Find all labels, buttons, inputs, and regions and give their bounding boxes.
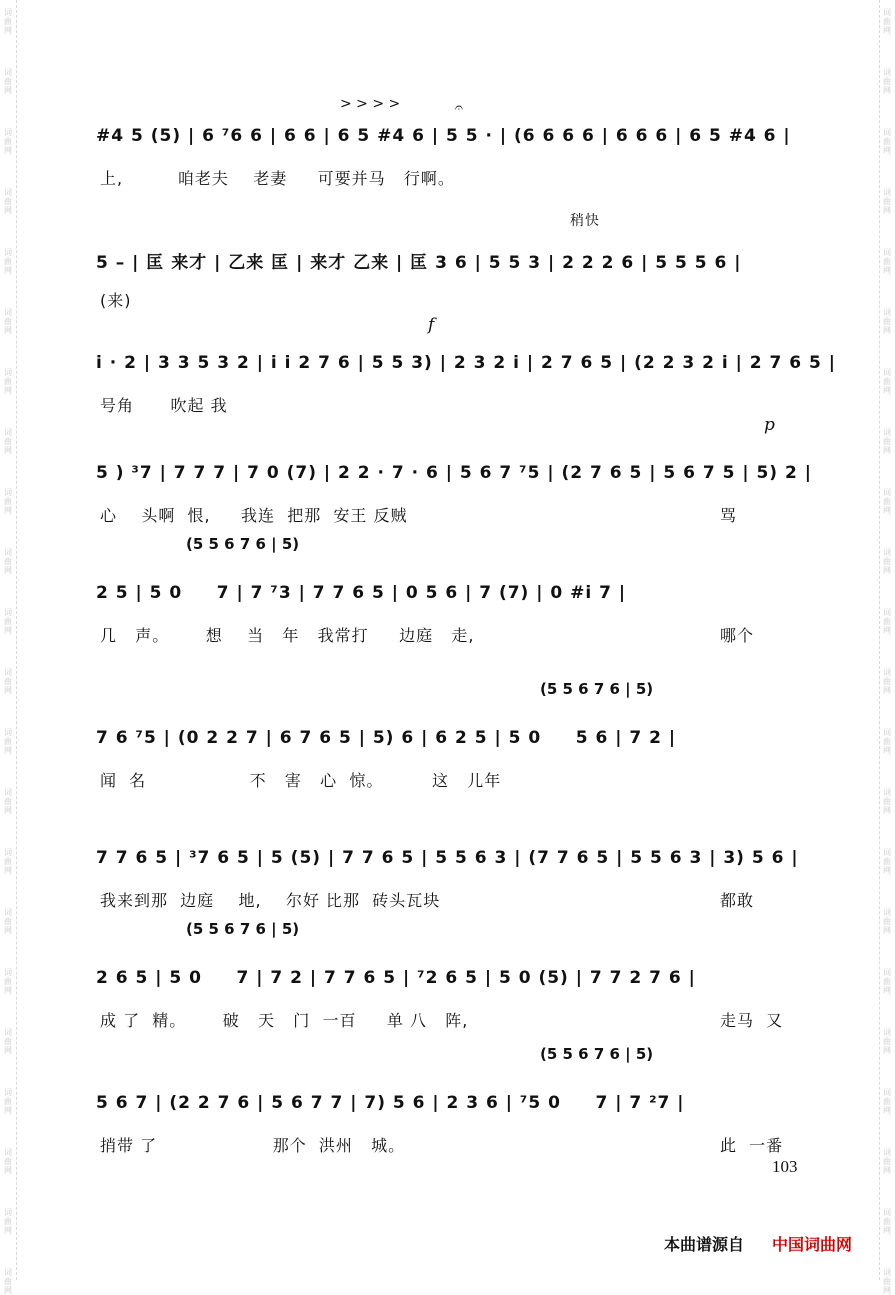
bracket-phrase: (5 5 6 7 6 | 5) [186, 535, 300, 553]
page-number: 103 [772, 1157, 798, 1176]
side-watermark-mark: 词曲网 [883, 488, 891, 515]
lyric-line: 闻 名 不 害 心 惊。 这 儿年 [100, 771, 502, 790]
side-watermark-mark: 词曲网 [4, 188, 12, 215]
notation-line: 2 5 | 5 0 7 | 7 ⁷3 | 7 7 6 5 | 0 5 6 | 7 (7) | 0 #i 7 | [96, 583, 627, 603]
lyric-line: 上, 咱老夫 老妻 可要并马 行啊。 [100, 169, 455, 188]
side-watermark-mark: 词曲网 [4, 428, 12, 455]
side-watermark-mark: 词曲网 [883, 1028, 891, 1055]
side-watermark-mark: 词曲网 [4, 128, 12, 155]
side-watermark-mark: 词曲网 [4, 608, 12, 635]
side-watermark-mark: 词曲网 [883, 8, 891, 35]
side-watermark-mark: 词曲网 [883, 1268, 891, 1295]
side-watermark-mark: 词曲网 [883, 608, 891, 635]
side-watermark-mark: 词曲网 [883, 188, 891, 215]
side-watermark-mark: 词曲网 [883, 908, 891, 935]
side-watermark-mark: 词曲网 [883, 968, 891, 995]
notation-line: 5 6 7 | (2 2 7 6 | 5 6 7 7 | 7) 5 6 | 2 3 6 | ⁷5 0 7 | 7 ²7 | [96, 1093, 685, 1113]
footer-source-label: 本曲谱源自 [664, 1235, 745, 1254]
side-watermark-mark: 词曲网 [4, 1208, 12, 1235]
side-watermark-mark: 词曲网 [4, 1148, 12, 1175]
bracket-phrase: (5 5 6 7 6 | 5) [540, 1045, 654, 1063]
notation-line: 5 – | 匡 来才 | 乙来 匡 | 来才 乙来 | 匡 3 6 | 5 5 3 | 2 2 2 6 | 5 5 5 6 | [96, 253, 742, 273]
side-watermark-mark: 词曲网 [4, 368, 12, 395]
side-watermark-mark: 词曲网 [883, 728, 891, 755]
side-watermark-mark: 词曲网 [4, 728, 12, 755]
notation-line: 7 7 6 5 | ³7 6 5 | 5 (5) | 7 7 6 5 | 5 5 6 3 | (7 7 6 5 | 5 5 6 3 | 3) 5 6 | [96, 848, 799, 868]
side-watermark-mark: 词曲网 [4, 248, 12, 275]
side-watermark-mark: 词曲网 [4, 8, 12, 35]
lyric-line: 号角 吹起 我 [100, 396, 228, 415]
side-watermark-mark: 词曲网 [4, 668, 12, 695]
side-watermark-mark: 词曲网 [4, 968, 12, 995]
side-watermark-mark: 词曲网 [4, 548, 12, 575]
tempo-marking: 稍快 [570, 213, 600, 229]
side-watermark-mark: 词曲网 [4, 1028, 12, 1055]
notation-line: i · 2 | 3 3 5 3 2 | i i 2 7 6 | 5 5 3) | 2 3 2 i | 2 7 6 5 | (2 2 3 2 i | 2 7 6 5 | [96, 353, 836, 373]
left-watermark-strip [0, 0, 16, 1295]
side-watermark-mark: 词曲网 [883, 308, 891, 335]
articulation-mark: 𝄐 [455, 100, 463, 116]
side-watermark-mark: 词曲网 [883, 788, 891, 815]
bracket-phrase: (5 5 6 7 6 | 5) [540, 680, 654, 698]
articulation-mark: > > > > [340, 96, 401, 112]
left-edge-line [16, 0, 17, 1280]
side-watermark-mark: 词曲网 [883, 1088, 891, 1115]
side-watermark-mark: 词曲网 [883, 668, 891, 695]
side-watermark-mark: 词曲网 [4, 308, 12, 335]
lyric-line: (来) [100, 291, 132, 310]
side-watermark-mark: 词曲网 [883, 548, 891, 575]
lyric-continuation: 走马 又 [720, 1011, 784, 1030]
notation-line: 2 6 5 | 5 0 7 | 7 2 | 7 7 6 5 | ⁷2 6 5 | 5 0 (5) | 7 7 2 7 6 | [96, 968, 696, 988]
side-watermark-mark: 词曲网 [4, 488, 12, 515]
footer-site-name: 中国词曲网 [772, 1235, 853, 1254]
side-watermark-mark: 词曲网 [883, 1208, 891, 1235]
lyric-line: 捎带 了 那个 洪州 城。 [100, 1136, 406, 1155]
dynamic-marking: p [764, 415, 775, 435]
side-watermark-mark: 词曲网 [883, 1148, 891, 1175]
bracket-phrase: (5 5 6 7 6 | 5) [186, 920, 300, 938]
right-watermark-strip [879, 0, 895, 1295]
lyric-continuation: 都敢 [720, 891, 755, 910]
notation-line: #4 5 (5) | 6 ⁷6 6 | 6 6 | 6 5 #4 6 | 5 5 · | (6 6 6 6 | 6 6 6 | 6 5 #4 6 | [96, 126, 791, 146]
side-watermark-mark: 词曲网 [4, 848, 12, 875]
notation-line: 7 6 ⁷5 | (0 2 2 7 | 6 7 6 5 | 5) 6 | 6 2 5 | 5 0 5 6 | 7 2 | [96, 728, 677, 748]
side-watermark-mark: 词曲网 [883, 248, 891, 275]
lyric-continuation: 骂 [720, 506, 738, 525]
side-watermark-mark: 词曲网 [4, 1088, 12, 1115]
side-watermark-mark: 词曲网 [4, 908, 12, 935]
side-watermark-mark: 词曲网 [883, 368, 891, 395]
lyric-continuation: 哪个 [720, 626, 755, 645]
side-watermark-mark: 词曲网 [4, 788, 12, 815]
side-watermark-mark: 词曲网 [883, 68, 891, 95]
notation-line: 5 ) ³7 | 7 7 7 | 7 0 (7) | 2 2 · 7 · 6 | 5 6 7 ⁷5 | (2 7 6 5 | 5 6 7 5 | 5) 2 | [96, 463, 812, 483]
side-watermark-mark: 词曲网 [4, 1268, 12, 1295]
dynamic-marking: f [428, 315, 435, 335]
lyric-line: 心 头啊 恨, 我连 把那 安王 反贼 [100, 506, 408, 525]
side-watermark-mark: 词曲网 [883, 848, 891, 875]
lyric-continuation: 此 一番 [720, 1136, 784, 1155]
lyric-line: 几 声。 想 当 年 我常打 边庭 走, [100, 626, 475, 645]
lyric-line: 成 了 精。 破 天 门 一百 单 八 阵, [100, 1011, 469, 1030]
side-watermark-mark: 词曲网 [4, 68, 12, 95]
side-watermark-mark: 词曲网 [883, 128, 891, 155]
lyric-line: 我来到那 边庭 地, 尔好 比那 砖头瓦块 [100, 891, 441, 910]
side-watermark-mark: 词曲网 [883, 428, 891, 455]
